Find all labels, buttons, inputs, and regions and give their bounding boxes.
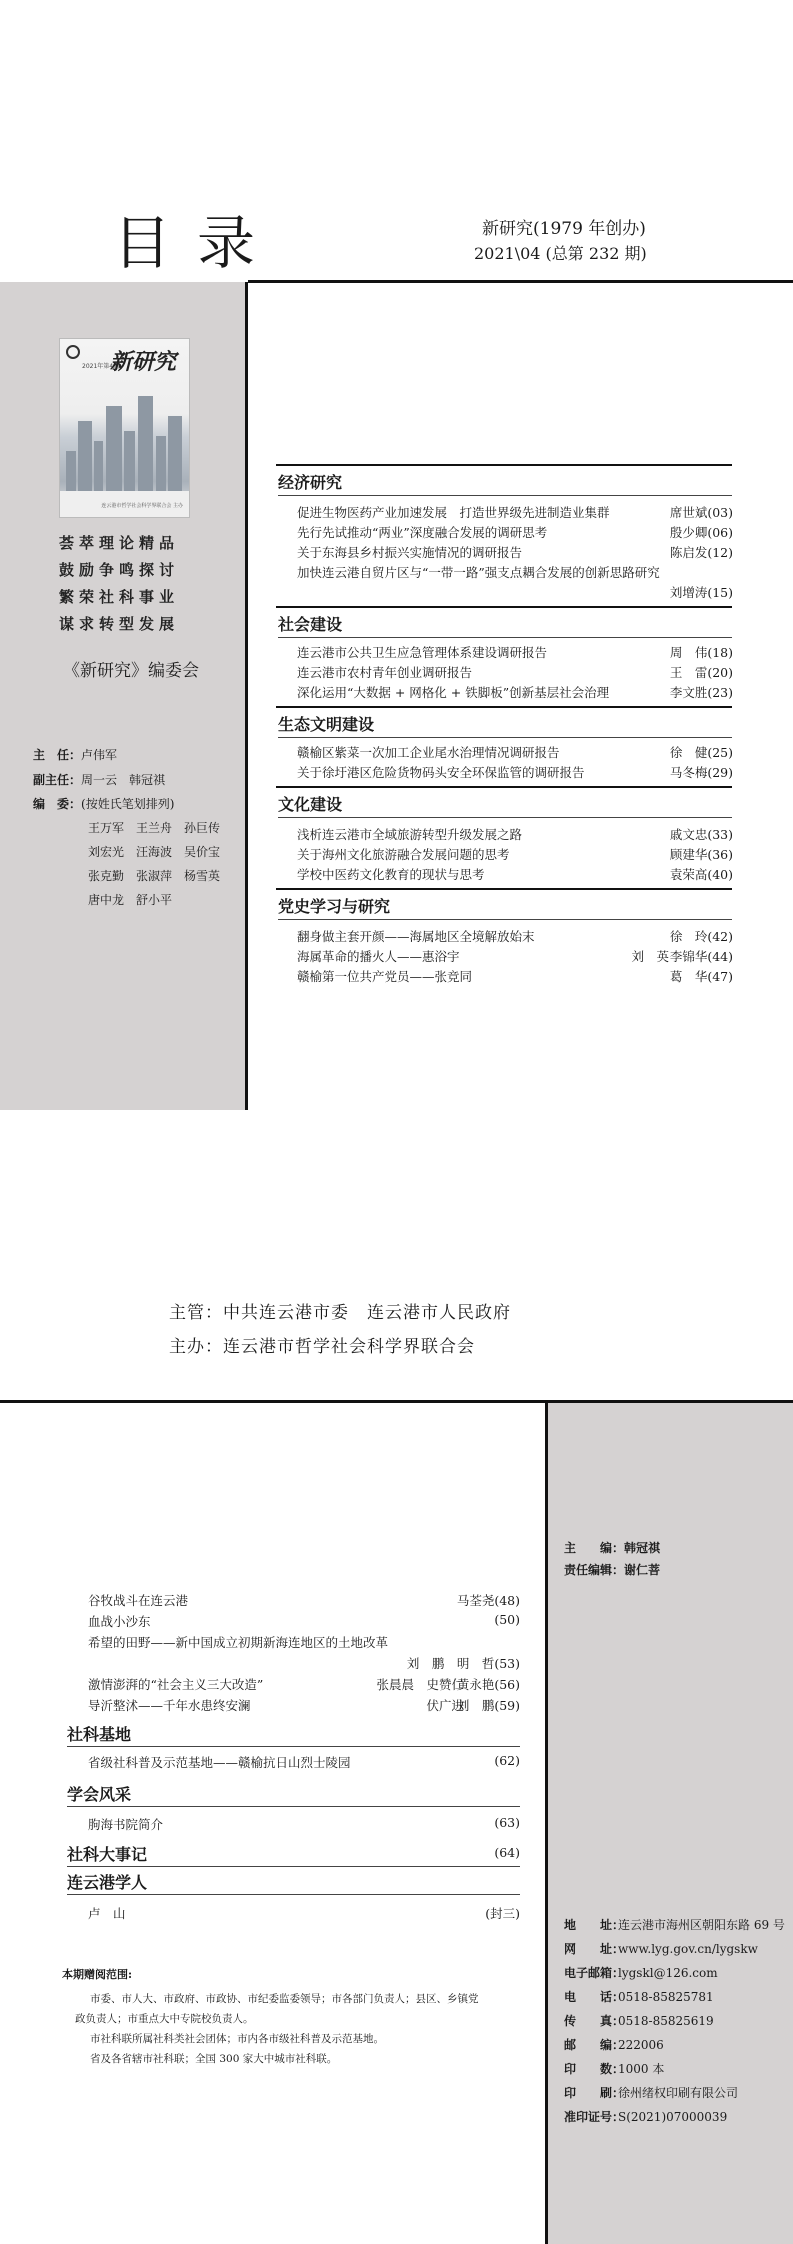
toc-item[interactable] <box>88 1845 520 1863</box>
toc-item[interactable] <box>297 503 733 521</box>
toc-item-title: 激情澎湃的“社会主义三大改造” <box>88 1677 264 1692</box>
header-divider <box>248 280 793 283</box>
distribution-line: 市社科联所属社科类社会团体；市内各市级社科普及示范基地。 <box>90 2033 384 2045</box>
toc-item-author: 马荃尧(48) <box>456 1593 520 1608</box>
section-rule <box>276 464 732 466</box>
chief-editor <box>564 1539 660 1556</box>
board-chair-label: 主 任： <box>33 748 82 762</box>
cover-issue-label: 2021年第4期 <box>82 363 120 370</box>
pub-value: lygskl@126.com <box>618 1966 718 1980</box>
toc-item-title: 连云港市公共卫生应急管理体系建设调研报告 <box>297 645 548 660</box>
toc-item-title: 连云港市农村青年创业调研报告 <box>297 665 473 680</box>
toc-item-author: (63) <box>494 1815 520 1830</box>
toc-section-page: (64) <box>494 1845 520 1860</box>
distribution-title: 本期赠阅范围: <box>62 1968 133 1981</box>
toc-item[interactable] <box>88 1633 520 1651</box>
board-member-row: 张克勤 张淑萍 杨雪英 <box>88 869 221 883</box>
toc-item[interactable] <box>297 663 733 681</box>
toc-item-title: 省级社科普及示范基地——赣榆抗日山烈士陵园 <box>88 1755 351 1770</box>
toc-item[interactable] <box>297 683 733 701</box>
toc-item[interactable] <box>88 1612 520 1630</box>
pub-label: 传 真： <box>564 2014 625 2028</box>
pub-value: 连云港市海州区朝阳东路 69 号 <box>618 1918 785 1932</box>
toc-section-title: 经济研究 <box>278 473 343 492</box>
pub-permit <box>564 2108 727 2125</box>
toc-section-title: 学会风采 <box>67 1785 132 1804</box>
toc-item[interactable] <box>297 563 733 581</box>
toc-item[interactable] <box>297 865 733 883</box>
pub-label: 印 数： <box>564 2062 625 2076</box>
board-title: 《新研究》编委会 <box>63 661 199 681</box>
section-rule <box>276 786 732 788</box>
pub-value: www.lyg.gov.cn/lygskw <box>618 1942 758 1956</box>
toc-item-title: 朐海书院简介 <box>88 1817 164 1832</box>
pub-phone <box>564 1988 714 2005</box>
cover-building <box>156 436 166 491</box>
section-thin-rule <box>67 1866 520 1867</box>
supervisor-line: 主管：中共连云港市委 连云港市人民政府 <box>169 1303 511 1323</box>
board-vice-label: 副主任： <box>33 773 82 787</box>
toc-item[interactable] <box>88 1753 520 1771</box>
section-thin-rule <box>67 1746 520 1747</box>
pub-postcode <box>564 2036 664 2053</box>
section-rule <box>276 706 732 708</box>
pub-label: 印 刷： <box>564 2086 625 2100</box>
toc-item-title: 谷牧战斗在连云港 <box>88 1593 189 1608</box>
toc-item[interactable] <box>297 763 733 781</box>
distribution-line: 政负责人；市重点大中专院校负责人。 <box>75 2013 254 2025</box>
section-thin-rule <box>67 1806 520 1807</box>
toc-item-title: 血战小沙东 <box>88 1614 151 1629</box>
toc-item-author: 李文胜(23) <box>669 685 733 700</box>
toc-item[interactable] <box>88 1815 520 1833</box>
toc-item-title: 关于东海县乡村振兴实施情况的调研报告 <box>297 545 523 560</box>
slogan: 鼓励争鸣探讨 <box>59 561 180 579</box>
toc-item-author: 刘 鹏(59) <box>456 1698 520 1713</box>
slogan: 谋求转型发展 <box>59 615 180 633</box>
slogan: 荟萃理论精品 <box>59 534 180 552</box>
chief-editor-label: 主 编： <box>564 1541 625 1555</box>
cover-title: 新研究 <box>110 349 177 375</box>
pub-value: 0518-85825619 <box>618 2014 714 2028</box>
board-vice <box>33 771 165 788</box>
toc-item-author: (50) <box>494 1612 520 1627</box>
pub-fax <box>564 2012 714 2029</box>
toc-item-author: 徐 健(25) <box>669 745 733 760</box>
toc-section-title: 生态文明建设 <box>278 715 375 734</box>
toc-item-coauthor: 刘 英 <box>631 949 669 964</box>
toc-item-author: 马冬梅(29) <box>669 765 733 780</box>
cover-building <box>168 416 182 491</box>
distribution-line: 省及各省辖市社科联；全国 300 家大中城市社科联。 <box>90 2053 338 2065</box>
toc-item-title: 赣榆区紫菜一次加工企业尾水治理情况调研报告 <box>297 745 560 760</box>
pub-print-count <box>564 2060 664 2077</box>
pub-website <box>564 1940 758 1957</box>
pub-value: 222006 <box>618 2038 664 2052</box>
responsible-editor <box>564 1561 660 1578</box>
cover-footer-text: 连云港市哲学社会科学界联合会 主办 <box>101 503 183 509</box>
cover-building <box>66 451 76 491</box>
toc-item-title: 深化运用“大数据 + 网格化 + 铁脚板”创新基层社会治理 <box>297 685 610 700</box>
toc-item-author: 刘增涛(15) <box>669 585 733 600</box>
toc-item-author: 席世斌(03) <box>669 505 733 520</box>
board-chair-name: 卢伟军 <box>81 748 118 762</box>
toc-item[interactable] <box>297 523 733 541</box>
toc-item-author: 戚文忠(33) <box>669 827 733 842</box>
toc-item-author: (封三) <box>485 1906 520 1921</box>
toc-item[interactable] <box>88 1654 520 1672</box>
toc-item[interactable] <box>88 1696 520 1714</box>
toc-item[interactable] <box>88 1591 520 1609</box>
toc-item[interactable] <box>297 743 733 761</box>
pub-label: 电 话： <box>564 1990 625 2004</box>
board-vice-names: 周一云 韩冠祺 <box>81 773 166 787</box>
toc-item-author: 刘 鹏 明 哲(53) <box>406 1656 520 1671</box>
section-thin-rule <box>278 637 732 638</box>
toc-item-author: 陈启发(12) <box>669 545 733 560</box>
journal-name: 新研究(1979 年创办) <box>482 219 646 239</box>
pub-address <box>564 1916 785 1933</box>
pub-label: 准印证号： <box>564 2110 625 2124</box>
toc-item[interactable] <box>297 967 733 985</box>
board-members-label: 编 委： <box>33 797 82 811</box>
toc-item[interactable] <box>88 1675 520 1693</box>
toc-item-author: 周 伟(18) <box>669 645 733 660</box>
toc-item-author: 葛 华(47) <box>669 969 733 984</box>
toc-item[interactable] <box>297 845 733 863</box>
toc-item-title: 导沂整沭——千年水患终安澜 <box>88 1698 251 1713</box>
pub-label: 邮 编： <box>564 2038 625 2052</box>
toc-item-author: 王 雷(20) <box>669 665 733 680</box>
toc-item[interactable] <box>297 583 733 601</box>
toc-item-author: 黄永艳(56) <box>456 1677 520 1692</box>
toc-item[interactable] <box>297 927 733 945</box>
toc-section-title: 文化建设 <box>278 795 343 814</box>
board-members-note: (按姓氏笔划排列) <box>81 797 175 811</box>
toc-item-title: 先行先试推动“两业”深度融合发展的调研思考 <box>297 525 548 540</box>
toc-item[interactable] <box>297 947 733 965</box>
toc-item-author: (62) <box>494 1753 520 1768</box>
toc-item-title: 学校中医药文化教育的现状与思考 <box>297 867 485 882</box>
section-rule <box>276 606 732 608</box>
responsible-editor-name: 谢仁菩 <box>624 1563 661 1577</box>
toc-item-title: 翻身做主套开颜——海属地区全境解放始末 <box>297 929 535 944</box>
cover-thumbnail <box>59 338 190 518</box>
section-rule <box>276 888 732 890</box>
board-chair <box>33 746 117 763</box>
cover-building <box>94 441 103 491</box>
pub-value: 0518-85825781 <box>618 1990 714 2004</box>
toc-item-coauthor: 张晨晨 史赞仁 <box>376 1677 464 1692</box>
toc-section-title: 社会建设 <box>278 615 343 634</box>
toc-item-title: 关于徐圩港区危险货物码头安全环保监管的调研报告 <box>297 765 585 780</box>
bottom-sidebar-divider <box>545 1403 548 2244</box>
toc-item-title: 加快连云港自贸片区与“一带一路”强支点耦合发展的创新思路研究 <box>297 565 660 580</box>
cover-building <box>124 431 135 491</box>
slogan: 繁荣社科事业 <box>59 588 180 606</box>
responsible-editor-label: 责任编辑： <box>564 1563 625 1577</box>
board-members <box>33 795 174 812</box>
board-member-row: 刘宏光 汪海波 吴价宝 <box>88 845 221 859</box>
board-member-row: 唐中龙 舒小平 <box>88 893 173 907</box>
pub-label: 网 址： <box>564 1942 625 1956</box>
distribution-line: 市委、市人大、市政府、市政协、市纪委监委领导；市各部门负责人；县区、乡镇党 <box>90 1993 479 2005</box>
toc-item[interactable] <box>297 643 733 661</box>
toc-item-author: 殷少卿(06) <box>669 525 733 540</box>
toc-item[interactable] <box>297 825 733 843</box>
seal-icon <box>66 345 80 359</box>
toc-item-title: 希望的田野——新中国成立初期新海连地区的土地改革 <box>88 1635 389 1650</box>
pub-value: 1000 本 <box>618 2062 665 2076</box>
board-member-row: 王万军 王兰舟 孙巨传 <box>88 821 221 835</box>
toc-section-title: 党史学习与研究 <box>278 897 391 916</box>
page-title: 目录 <box>113 209 282 277</box>
section-thin-rule <box>278 817 732 818</box>
toc-item[interactable] <box>297 543 733 561</box>
toc-item-title: 促进生物医药产业加速发展 打造世界级先进制造业集群 <box>297 505 610 520</box>
issue-number: 2021\04 (总第 232 期) <box>474 244 647 263</box>
toc-item-author: 袁荣高(40) <box>669 867 733 882</box>
section-thin-rule <box>278 495 732 496</box>
toc-item-author: 李锦华(44) <box>669 949 733 964</box>
toc-item-title: 浅析连云港市全域旅游转型升级发展之路 <box>297 827 523 842</box>
toc-section-title: 连云港学人 <box>67 1873 148 1892</box>
pub-label: 电子邮箱： <box>564 1966 625 1980</box>
chief-editor-name: 韩冠祺 <box>624 1541 661 1555</box>
pub-value: S(2021)07000039 <box>618 2110 728 2124</box>
pub-email <box>564 1964 718 1981</box>
toc-item-author: 顾建华(36) <box>669 847 733 862</box>
pub-value: 徐州绪权印刷有限公司 <box>618 2086 739 2100</box>
toc-item-title: 海属革命的播火人——惠浴宇 <box>297 949 460 964</box>
section-thin-rule <box>278 919 732 920</box>
toc-item-title: 关于海州文化旅游融合发展问题的思考 <box>297 847 510 862</box>
section-thin-rule <box>278 737 732 738</box>
toc-item-title: 卢 山 <box>88 1906 126 1921</box>
toc-item[interactable] <box>88 1904 520 1922</box>
cover-building <box>78 421 92 491</box>
toc-item-coauthor: 伏广进 <box>426 1698 464 1713</box>
toc-section-title: 社科基地 <box>67 1725 132 1744</box>
section-thin-rule <box>67 1894 520 1895</box>
pub-printer <box>564 2084 738 2101</box>
toc-item-author: 徐 玲(42) <box>669 929 733 944</box>
pub-label: 地 址： <box>564 1918 625 1932</box>
toc-section-title: 社科大事记 <box>67 1845 148 1864</box>
sidebar-divider <box>245 282 248 1110</box>
cover-building <box>106 406 122 491</box>
cover-footer <box>60 491 189 517</box>
cover-building <box>138 396 153 491</box>
toc-item-title: 赣榆第一位共产党员——张竞同 <box>297 969 473 984</box>
host-line: 主办：连云港市哲学社会科学界联合会 <box>169 1337 475 1357</box>
